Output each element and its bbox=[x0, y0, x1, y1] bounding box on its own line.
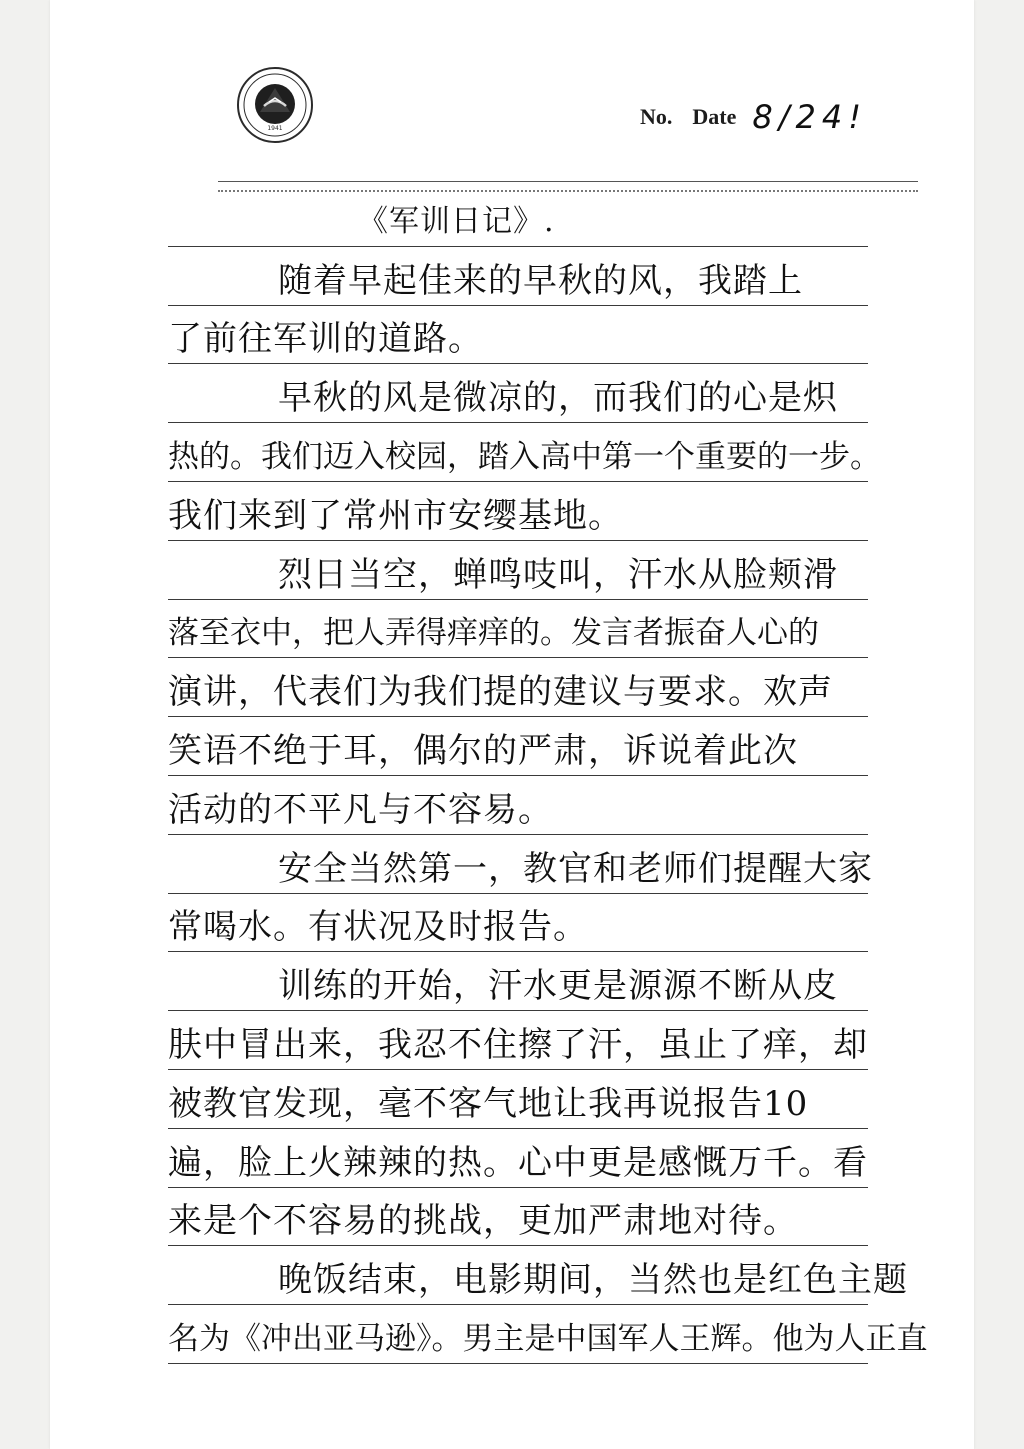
handwritten-line: 晚饭结束，电影期间，当然也是红色主题 bbox=[278, 1260, 908, 1301]
page-header bbox=[640, 94, 868, 136]
handwritten-line: 了前往军训的道路。 bbox=[168, 319, 483, 360]
handwritten-line: 笑语不绝于耳，偶尔的严肃，诉说着此次 bbox=[168, 730, 798, 771]
handwritten-line: 烈日当空，蝉鸣吱叫，汗水从脸颊滑 bbox=[278, 554, 838, 595]
handwritten-line: 热的。我们迈入校园，踏入高中第一个重要的一步。 bbox=[168, 438, 881, 475]
handwritten-line: 训练的开始，汗水更是源源不断从皮 bbox=[278, 966, 838, 1007]
handwritten-line: 安全当然第一，教官和老师们提醒大家 bbox=[278, 848, 873, 889]
ruled-line bbox=[168, 364, 868, 423]
handwritten-line: 早秋的风是微凉的，而我们的心是炽 bbox=[278, 378, 838, 419]
ruled-line bbox=[168, 247, 868, 306]
ruled-line bbox=[168, 717, 868, 776]
ruled-line bbox=[168, 1129, 868, 1188]
ruled-line bbox=[168, 1305, 928, 1364]
handwritten-line: 常喝水。有状况及时报告。 bbox=[168, 907, 588, 948]
school-emblem-icon bbox=[236, 66, 314, 144]
ruled-line bbox=[168, 1011, 868, 1070]
ruled-lines bbox=[168, 188, 928, 1364]
handwritten-line: 演讲，代表们为我们提的建议与要求。欢声 bbox=[168, 672, 833, 713]
number-label: No. bbox=[640, 104, 673, 129]
ruled-line bbox=[168, 1188, 868, 1247]
ruled-line bbox=[168, 776, 868, 835]
date-value: 8/24! bbox=[752, 98, 868, 136]
handwritten-line: 我们来到了常州市安缨基地。 bbox=[168, 495, 623, 536]
ruled-line bbox=[168, 835, 873, 894]
handwritten-line: 被教官发现，毫不客气地让我再说报告10 bbox=[168, 1083, 809, 1124]
date-label: Date bbox=[692, 104, 737, 129]
emblem-year-text: 1941 bbox=[267, 125, 283, 132]
diary-title: 《军训日记》. bbox=[358, 203, 555, 239]
ruled-line bbox=[168, 541, 868, 600]
handwritten-line: 肤中冒出来，我忍不住擦了汗，虽止了痒，却 bbox=[168, 1024, 868, 1065]
handwritten-line: 落至衣中，把人弄得痒痒的。发言者振奋人心的 bbox=[168, 615, 819, 652]
ruled-line bbox=[168, 482, 868, 541]
handwritten-line: 活动的不平凡与不容易。 bbox=[168, 789, 553, 830]
ruled-line bbox=[168, 1246, 908, 1305]
ruled-line bbox=[168, 894, 868, 953]
handwritten-line: 来是个不容易的挑战，更加严肃地对待。 bbox=[168, 1201, 798, 1242]
handwritten-line: 遍，脸上火辣辣的热。心中更是感慨万千。看 bbox=[168, 1142, 868, 1183]
ruled-line bbox=[168, 600, 868, 659]
handwritten-line: 名为《冲出亚马逊》。男主是中国军人王辉。他为人正直 bbox=[168, 1320, 928, 1357]
ruled-line bbox=[168, 423, 881, 482]
ruled-line bbox=[168, 952, 868, 1011]
ruled-line bbox=[168, 306, 868, 365]
ruled-line bbox=[168, 658, 868, 717]
ruled-line bbox=[168, 188, 868, 247]
handwritten-line: 随着早起佳来的早秋的风，我踏上 bbox=[278, 260, 803, 301]
ruled-line bbox=[168, 1070, 868, 1129]
